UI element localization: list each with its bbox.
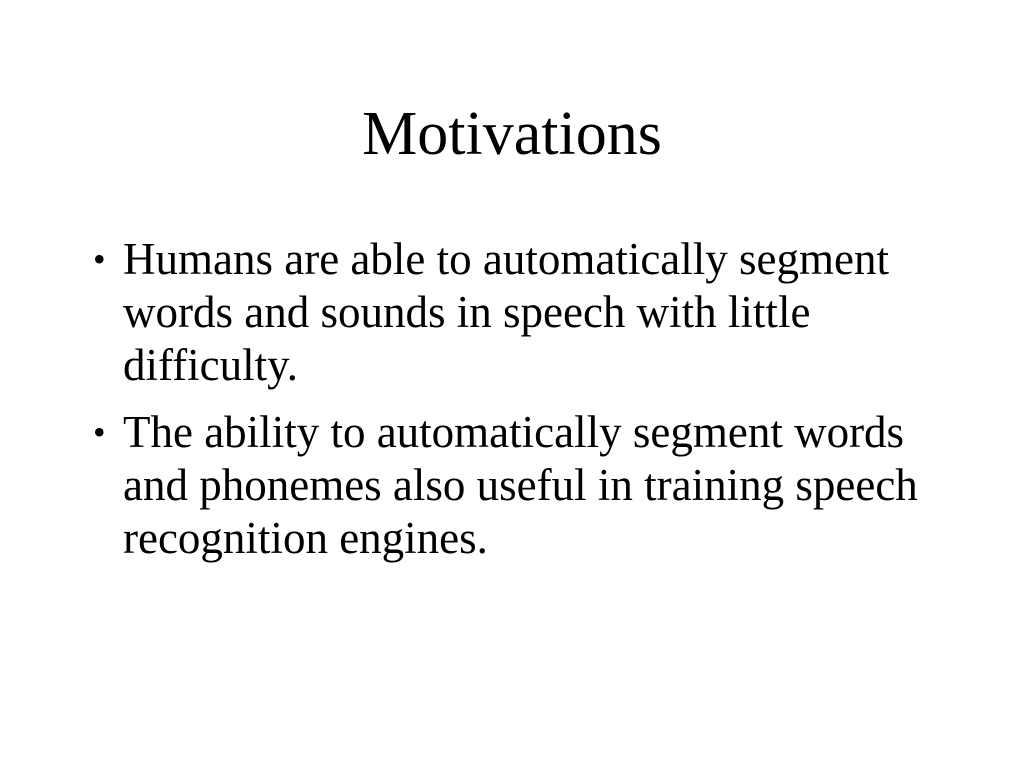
bullet-item-2 <box>93 406 953 565</box>
bullet-text-2: The ability to automatically segment words and phonemes also useful in training speech recognition engines. <box>123 407 918 563</box>
bullet-list <box>93 233 963 579</box>
slide-title: Motivations <box>362 100 662 168</box>
bullet-dot-icon: • <box>93 239 106 279</box>
bullet-item-1 <box>93 233 953 392</box>
bullet-dot-icon: • <box>93 412 106 452</box>
bullet-text-1: Humans are able to automatically segment words and sounds in speech with little difficulty. <box>123 234 889 390</box>
